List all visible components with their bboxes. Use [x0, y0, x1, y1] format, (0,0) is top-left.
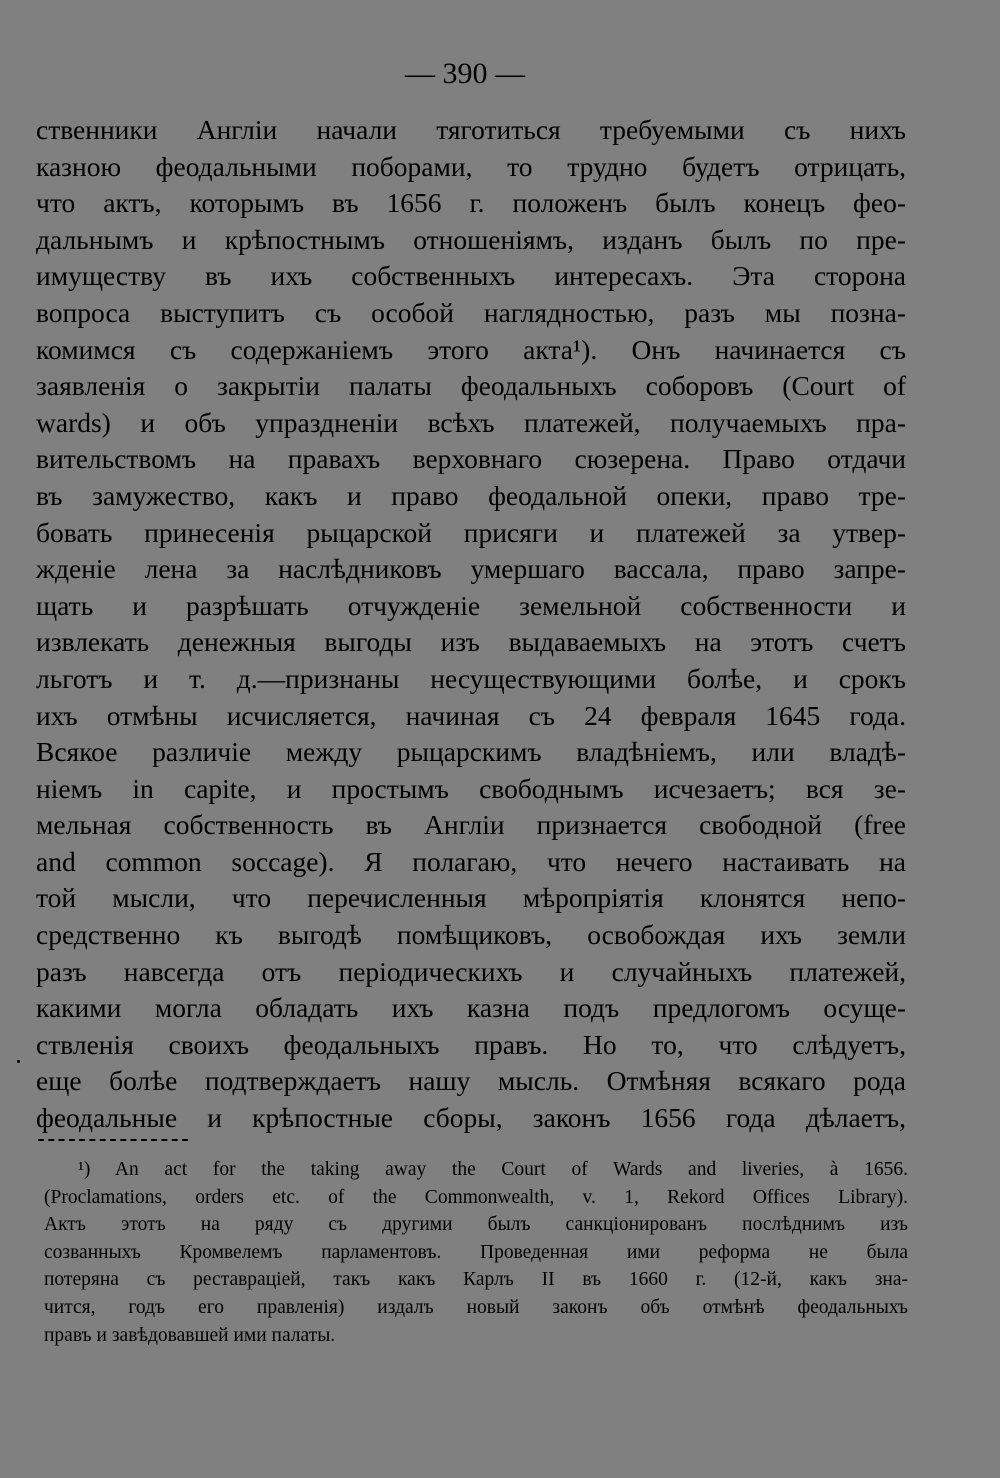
- footnote-line: потеряна съ реставраціей, такъ какъ Карлъ II въ 1660 г. (12-й, какъ зна-: [44, 1269, 908, 1291]
- body-line: какими могла обладать ихъ казна подъ предлогомъ осуще-: [36, 992, 906, 1024]
- body-text: [36, 112, 906, 1137]
- body-line: wards) и объ упраздненіи всѣхъ платежей, получаемыхъ пра-: [36, 406, 906, 438]
- body-line: вопроса выступитъ съ особой наглядностью, разъ мы позна-: [36, 296, 906, 328]
- body-line: извлекать денежныя выгоды изъ выдаваемыхъ на этотъ счетъ: [36, 626, 906, 658]
- body-line: ственники Англіи начали тяготиться требуемыми съ нихъ: [36, 114, 906, 145]
- footnote-line: ¹) An act for the taking away the Court of Wards and liveries, à 1656.: [78, 1159, 908, 1180]
- body-line: разъ навсегда отъ періодическихъ и случайныхъ платежей,: [36, 955, 906, 987]
- body-line: комимся съ содержаніемъ этого акта¹). Онъ начинается съ: [36, 333, 906, 365]
- body-line: той мысли, что перечисленныя мѣропріятія клонятся непо-: [36, 882, 906, 914]
- body-line: феодальные и крѣпостные сборы, законъ 1656 года дѣлаетъ,: [36, 1102, 906, 1134]
- page-number: — 390 —: [405, 57, 525, 90]
- body-line: въ замужество, какъ и право феодальной опеки, право тре-: [36, 479, 906, 511]
- ink-speck: [17, 1060, 20, 1063]
- body-line: заявленія о закрытіи палаты феодальныхъ соборовъ (Court of: [36, 370, 906, 402]
- footnote-separator: [38, 1139, 188, 1141]
- body-line: льготъ и т. д.—признаны несуществующими болѣе, и срокъ: [36, 662, 906, 694]
- body-line: ніемъ in capite, и простымъ свободнымъ исчезаетъ; вся зе-: [36, 772, 906, 804]
- body-line: вительствомъ на правахъ верховнаго сюзерена. Право отдачи: [36, 443, 906, 475]
- footnotes: [44, 1156, 908, 1349]
- body-line: бовать принесенія рыцарской присяги и платежей за утвер-: [36, 516, 906, 548]
- footnote-line: правъ и завѣдовавшей ими палаты.: [44, 1324, 336, 1346]
- body-line: Всякое различіе между рыцарскимъ владѣніемъ, или владѣ-: [36, 736, 906, 768]
- body-line: жденіе лена за наслѣдниковъ умершаго вассала, право запре-: [36, 553, 906, 585]
- body-line: ствленія своихъ феодальныхъ правъ. Но то, что слѣдуетъ,: [36, 1028, 906, 1060]
- body-line: мельная собственность въ Англіи признается свободной (free: [36, 809, 906, 841]
- body-line: средственно къ выгодѣ помѣщиковъ, освобождая ихъ земли: [36, 919, 906, 951]
- footnote-line: (Proclamations, orders etc. of the Commonwealth, v. 1, Rekord Offices Library).: [44, 1186, 908, 1208]
- body-line: имуществу въ ихъ собственныхъ интересахъ. Эта сторона: [36, 260, 906, 292]
- footnote-line: чится, годъ его правленія) издалъ новый законъ объ отмѣнѣ феодальныхъ: [44, 1296, 908, 1318]
- footnote-line: созванныхъ Кромвелемъ парламентовъ. Проведенная ими реформа не была: [44, 1241, 908, 1263]
- footnote-line: Актъ этотъ на ряду съ другими былъ санкціонированъ послѣднимъ изъ: [44, 1214, 908, 1236]
- body-line: дальнымъ и крѣпостнымъ отношеніямъ, изданъ былъ по пре-: [36, 223, 906, 255]
- body-line: щать и разрѣшать отчужденіе земельной собственности и: [36, 589, 906, 621]
- body-line: ихъ отмѣны исчисляется, начиная съ 24 февраля 1645 года.: [36, 699, 906, 731]
- body-line: еще болѣе подтверждаетъ нашу мысль. Отмѣняя всякаго рода: [36, 1065, 906, 1097]
- body-line: казною феодальными поборами, то трудно будетъ отрицать,: [36, 150, 906, 182]
- body-line: and common soccage). Я полагаю, что нечего настаивать на: [36, 845, 906, 877]
- body-line: что актъ, которымъ въ 1656 г. положенъ былъ конецъ фео-: [36, 187, 906, 219]
